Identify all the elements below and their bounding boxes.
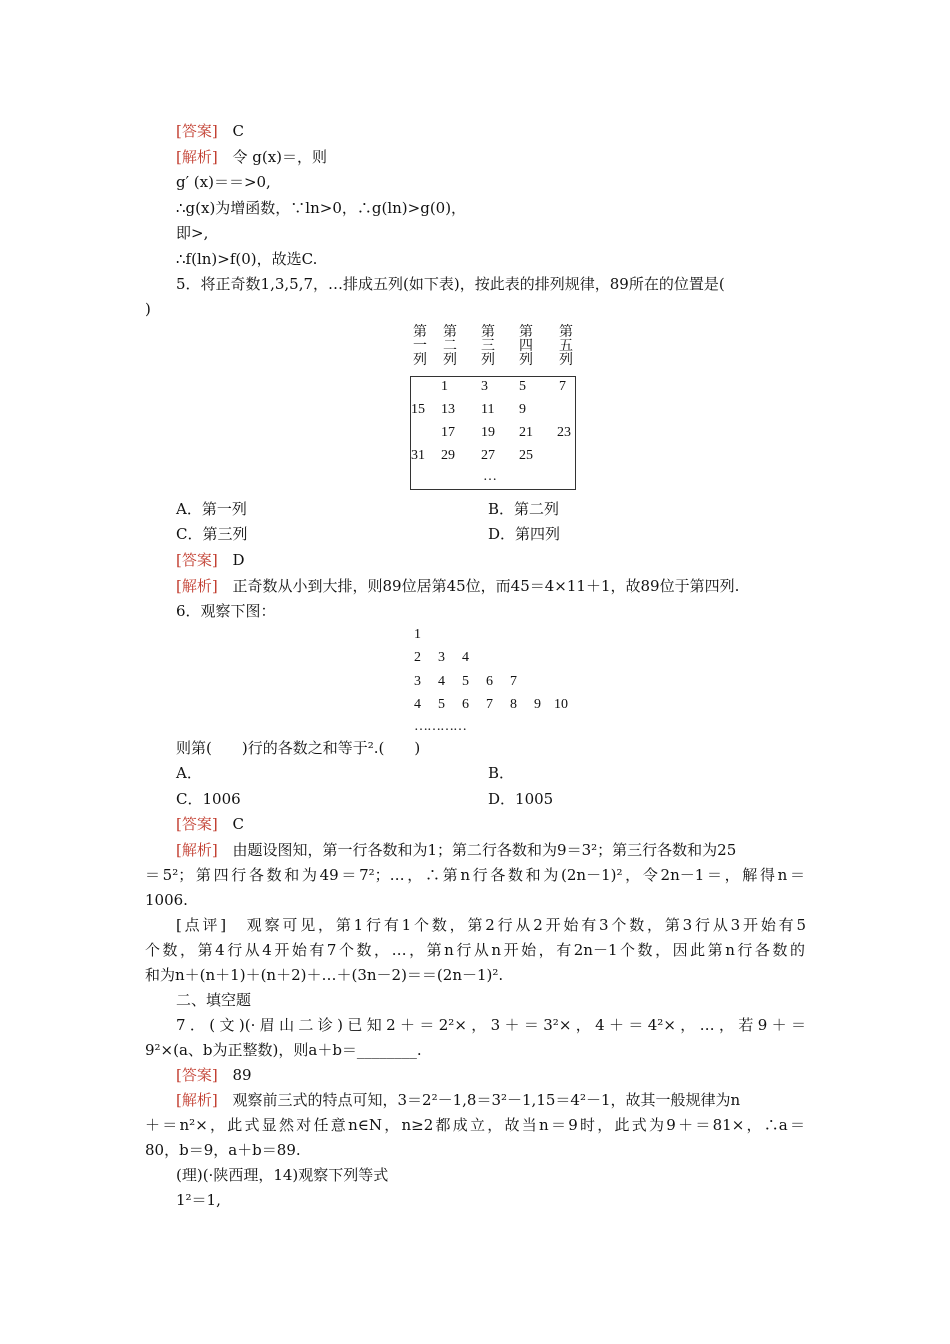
table-cell: 9	[519, 402, 526, 417]
table-cell: 25	[519, 448, 533, 463]
q7-science-equation: 1²＝1,	[176, 1191, 221, 1209]
q6-option-a: A．	[176, 764, 202, 782]
table-cell: 15	[411, 402, 425, 417]
q7-analysis-line1	[176, 1090, 806, 1110]
analysis-label: [解析]	[176, 148, 218, 166]
conclusion-line: ∴f(ln)>f(0)，故选C.	[176, 250, 318, 268]
q7-answer	[176, 1065, 252, 1085]
table-header-col4: 第 四 列	[519, 325, 533, 368]
table-cell: 31	[411, 448, 425, 463]
q5-option-c: C．第三列	[176, 525, 248, 543]
q6-analysis-line2: ＝5²；第四行各数和为49＝7²；…，∴第n行各数和为(2n－1)²，令2n－1＝，解得n＝	[145, 866, 805, 884]
q7-analysis-line3: 80，b＝9，a＋b＝89.	[145, 1141, 301, 1159]
table-cell: 3	[481, 379, 488, 394]
analysis-label: [解析]	[176, 577, 218, 595]
answer-value: D	[232, 551, 245, 569]
triangle-dots: …………	[414, 719, 466, 734]
q6-analysis-line1	[176, 840, 806, 860]
q5-stem-line2: )	[145, 300, 151, 318]
triangle-number: 2	[414, 650, 421, 665]
q6-option-c: C．1006	[176, 790, 241, 808]
answer-value: 89	[232, 1066, 252, 1084]
table-cell: 17	[441, 425, 455, 440]
analysis-text: 令 g(x)＝，则	[232, 148, 328, 166]
q6-note-line3: 和为n＋(n＋1)＋(n＋2)＋…＋(3n－2)＝＝(2n－1)².	[145, 966, 504, 984]
triangle-number: 1	[414, 627, 421, 642]
triangle-number: 3	[438, 650, 445, 665]
q6-option-d: D．1005	[488, 790, 554, 808]
table-cell: 11	[481, 402, 495, 417]
q5-option-a: A．第一列	[176, 500, 247, 518]
q6-answer	[176, 814, 244, 834]
q5-answer	[176, 550, 245, 570]
q6-option-b: B．	[488, 764, 515, 782]
analysis-label: [解析]	[176, 1091, 218, 1109]
triangle-number: 4	[438, 674, 445, 689]
answer-value: C	[232, 815, 244, 833]
table-cell: 21	[519, 425, 533, 440]
triangle-number: 5	[438, 697, 445, 712]
triangle-number: 9	[534, 697, 541, 712]
q6-analysis-line3: 1006.	[145, 891, 188, 909]
triangle-number: 5	[462, 674, 469, 689]
q7-analysis-line2: ＋＝n²×，此式显然对任意n∈N，n≥2都成立，故当n＝9时，此式为9＋＝81×，∴a＝	[145, 1116, 805, 1134]
triangle-number: 4	[462, 650, 469, 665]
table-cell: 13	[441, 402, 455, 417]
analysis-line-4	[176, 147, 327, 167]
table-cell: 19	[481, 425, 495, 440]
triangle-number: 7	[486, 697, 493, 712]
analysis-text: 正奇数从小到大排，则89位居第45位，而45＝4×11＋1，故89位于第四列.	[232, 577, 740, 595]
answer-line-4	[176, 121, 244, 141]
table-header-col3: 第 三 列	[481, 325, 495, 368]
table-frame	[410, 376, 576, 490]
triangle-number: 7	[510, 674, 517, 689]
table-cell: 7	[559, 379, 566, 394]
q7-stem-line1: 7．(文)(·眉山二诊)已知2＋＝2²×，3＋＝3²×，4＋＝4²×，…，若9＋＝	[176, 1016, 806, 1034]
table-header-col5: 第 五 列	[559, 325, 573, 368]
q7-science-stem: (理)(·陕西理，14)观察下列等式	[176, 1166, 389, 1184]
analysis-label: [解析]	[176, 841, 218, 859]
answer-value: C	[232, 122, 244, 140]
triangle-number: 10	[554, 697, 568, 712]
answer-label: [答案]	[176, 122, 218, 140]
analysis-text: 观察前三式的特点可知，3＝2²－1,8＝3²－1,15＝4²－1，故其一般规律为n	[232, 1091, 741, 1109]
table-cell: 5	[519, 379, 526, 394]
triangle-number: 4	[414, 697, 421, 712]
triangle-number: 8	[510, 697, 517, 712]
analysis-text: 由题设图知，第一行各数和为1；第二行各数和为9＝3²；第三行各数和为25	[232, 841, 737, 859]
derivative-line: g′ (x)＝＝>0,	[176, 173, 271, 191]
table-cell: 23	[557, 425, 571, 440]
increasing-line: ∴g(x)为增函数，∵ln>0，∴g(ln)>g(0)，	[176, 199, 467, 217]
table-cell: 29	[441, 448, 455, 463]
table-header-col2: 第 二 列	[443, 325, 457, 368]
section-heading: 二、填空题	[176, 991, 252, 1009]
table-header-col1: 第 一 列	[413, 325, 427, 368]
triangle-number: 3	[414, 674, 421, 689]
table-ellipsis: …	[483, 469, 497, 484]
table-cell: 1	[441, 379, 448, 394]
q5-option-d: D．第四列	[488, 525, 561, 543]
q5-option-b: B．第二列	[488, 500, 560, 518]
q6-question: 则第( )行的各数之和等于².( )	[176, 739, 421, 757]
q5-analysis	[176, 576, 739, 596]
answer-label: [答案]	[176, 551, 218, 569]
triangle-number: 6	[462, 697, 469, 712]
q6-note-line1: [点评] 观察可见，第1行有1个数，第2行从2开始有3个数，第3行从3开始有5	[176, 916, 806, 934]
q6-note-line2: 个数，第4行从4开始有7个数，…，第n行从n开始，有2n－1个数，因此第n行各数的	[145, 941, 805, 959]
triangle-number: 6	[486, 674, 493, 689]
answer-label: [答案]	[176, 815, 218, 833]
q5-stem-line1: 5．将正奇数1,3,5,7，…排成五列(如下表)，按此表的排列规律，89所在的位置是(	[176, 275, 725, 293]
table-cell: 27	[481, 448, 495, 463]
q7-stem-line2: 9²×(a、b为正整数)，则a＋b＝________.	[145, 1041, 422, 1059]
inequality-line: 即>,	[176, 224, 209, 242]
q6-title: 6．观察下图：	[176, 602, 276, 620]
answer-label: [答案]	[176, 1066, 218, 1084]
